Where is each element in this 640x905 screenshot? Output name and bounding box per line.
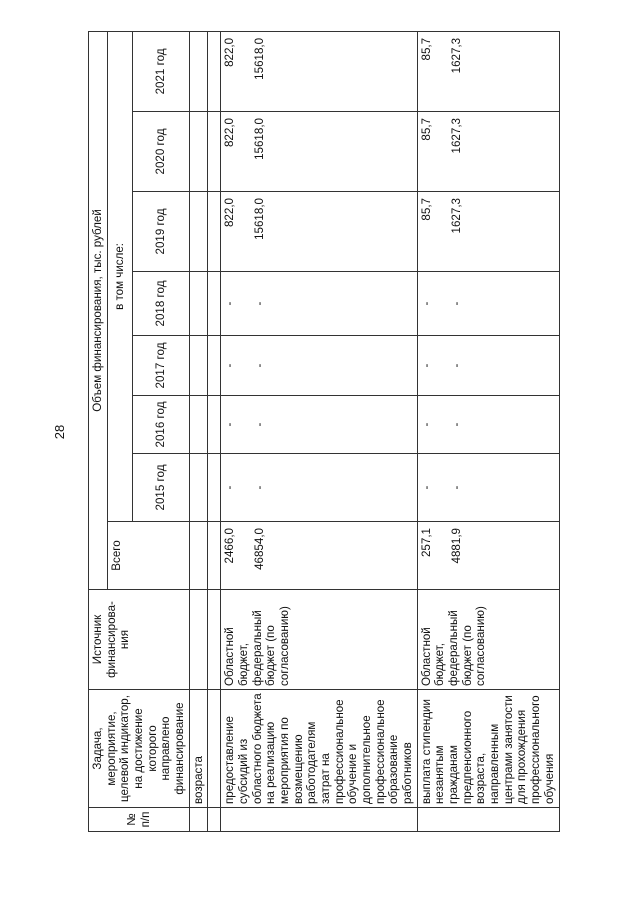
- row-task: выплата стипендии незанятым гражданам предпенсионного возраста, направленным центрами занятости для прохождения профессионального обучения: [417, 690, 559, 808]
- row-task: возраста: [189, 690, 208, 808]
- row-total: [417, 522, 559, 590]
- value-federal: 15618,0: [253, 198, 267, 240]
- spacer-row: [208, 31, 221, 831]
- row-source: Областной бюджет, федеральный бюджет (по согласованию): [417, 590, 559, 690]
- row-year-cell: [189, 272, 208, 336]
- row-year-cell: [189, 192, 208, 272]
- value-federal: 15618,0: [253, 37, 267, 80]
- value-federal: -: [253, 363, 267, 368]
- row-total: [221, 522, 417, 590]
- row-total: [189, 522, 208, 590]
- value-federal: 1627,3: [449, 198, 463, 234]
- total-federal: 4881,9: [449, 528, 463, 564]
- value-federal: -: [253, 301, 267, 306]
- value-federal: -: [253, 485, 267, 490]
- table-row: [189, 31, 208, 831]
- table-row: [417, 31, 559, 831]
- row-num: [189, 808, 208, 832]
- row-year-cell: [189, 31, 208, 111]
- value-regional: 822,0: [223, 37, 237, 67]
- value-regional: -: [223, 422, 237, 427]
- row-year-cell: [417, 112, 559, 192]
- row-year-cell: [417, 272, 559, 336]
- row-year-cell: [417, 31, 559, 111]
- value-regional: -: [223, 301, 237, 306]
- header-num: № п/п: [89, 808, 190, 832]
- row-year-cell: [417, 454, 559, 522]
- total-regional: 257,1: [419, 528, 433, 558]
- value-federal: 1627,3: [449, 118, 463, 154]
- row-year-cell: [189, 112, 208, 192]
- header-year: 2018 год: [132, 272, 189, 336]
- row-year-cell: [189, 454, 208, 522]
- row-year-cell: [221, 192, 417, 272]
- value-regional: -: [223, 363, 237, 368]
- table-row: [221, 31, 417, 831]
- page-number: 28: [52, 424, 67, 440]
- row-year-cell: [221, 31, 417, 111]
- row-year-cell: [221, 454, 417, 522]
- header-volume: Объем финансирования, тыс. рублей: [89, 31, 108, 589]
- financing-table: [88, 31, 560, 832]
- total-regional: 2466,0: [223, 528, 237, 564]
- header-year: 2019 год: [132, 192, 189, 272]
- header-source: Источник финансирова-ния: [89, 590, 190, 690]
- header-including: в том числе:: [107, 31, 132, 521]
- value-regional: -: [419, 301, 433, 306]
- row-year-cell: [221, 336, 417, 396]
- header-year: 2015 год: [132, 454, 189, 522]
- rotated-page: [48, 32, 576, 832]
- row-year-cell: [417, 192, 559, 272]
- total-federal: 46854,0: [253, 528, 267, 570]
- value-federal: 15618,0: [253, 118, 267, 160]
- header-total: Всего: [107, 522, 189, 590]
- value-federal: -: [253, 422, 267, 427]
- value-regional: 85,7: [419, 37, 433, 61]
- row-source: [189, 590, 208, 690]
- row-year-cell: [221, 396, 417, 454]
- row-num: [221, 808, 417, 832]
- value-federal: -: [449, 422, 463, 427]
- row-year-cell: [417, 336, 559, 396]
- value-federal: -: [449, 485, 463, 490]
- value-regional: 822,0: [223, 198, 237, 228]
- header-year: 2021 год: [132, 31, 189, 111]
- row-task: предоставление субсидий из областного бюджета на реализацию мероприятия по возмещению работодателям затрат на профессиональное обучение и дополнительное профессиональное образование работников: [221, 690, 417, 808]
- value-regional: 822,0: [223, 118, 237, 148]
- row-source: Областной бюджет, федеральный бюджет (по согласованию): [221, 590, 417, 690]
- row-year-cell: [417, 396, 559, 454]
- row-year-cell: [189, 396, 208, 454]
- row-year-cell: [221, 112, 417, 192]
- value-federal: -: [449, 301, 463, 306]
- header-year: 2020 год: [132, 112, 189, 192]
- row-year-cell: [189, 336, 208, 396]
- value-regional: -: [223, 485, 237, 490]
- value-federal: -: [449, 363, 463, 368]
- value-regional: 85,7: [419, 198, 433, 221]
- row-year-cell: [221, 272, 417, 336]
- header-task: Задача, мероприятие, целевой индикатор, на достижение которого направлено финансирование: [89, 690, 190, 808]
- value-federal: 1627,3: [449, 37, 463, 74]
- value-regional: -: [419, 363, 433, 368]
- header-year: 2017 год: [132, 336, 189, 396]
- row-num: [417, 808, 559, 832]
- value-regional: -: [419, 485, 433, 490]
- value-regional: 85,7: [419, 118, 433, 141]
- header-row-1: [89, 31, 108, 831]
- header-year: 2016 год: [132, 396, 189, 454]
- value-regional: -: [419, 422, 433, 427]
